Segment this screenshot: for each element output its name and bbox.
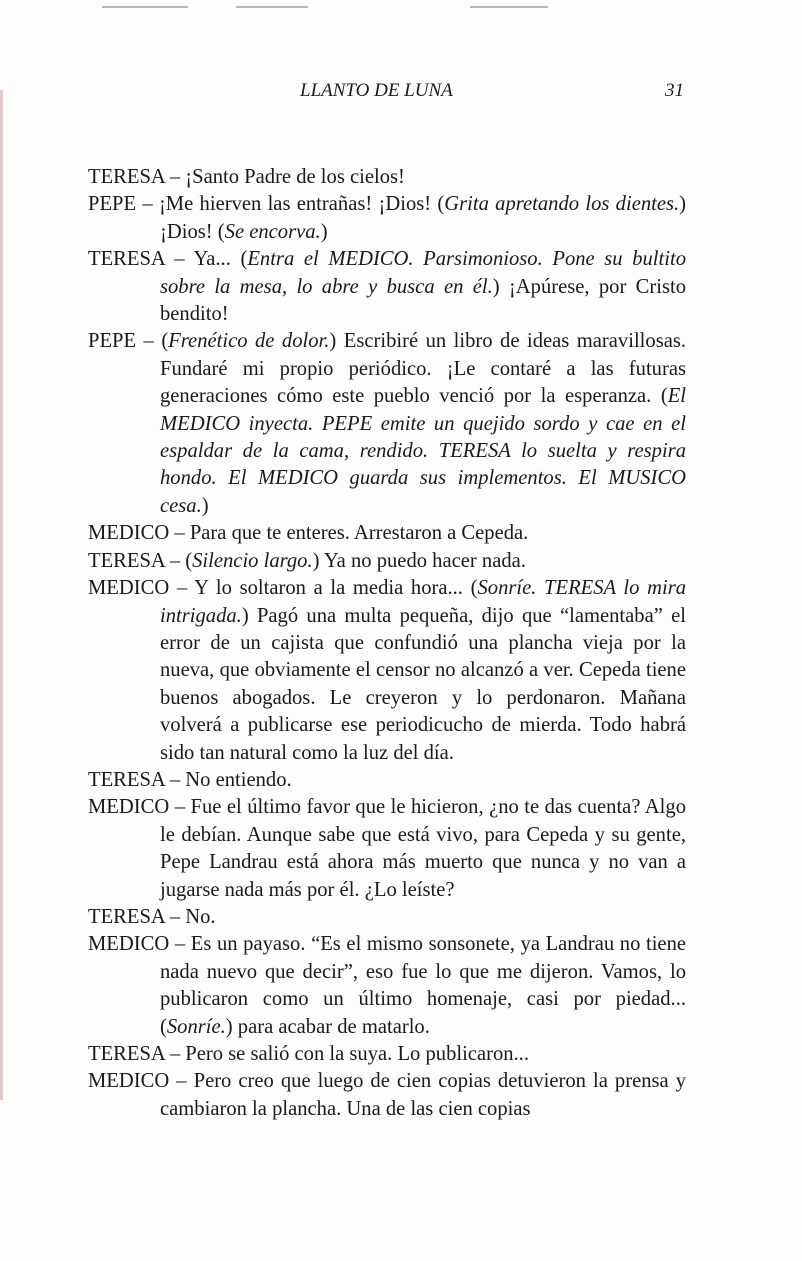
speaker-name: TERESA: [88, 166, 165, 188]
stage-direction: Se encorva.: [224, 220, 321, 243]
dialogue-text: No entiendo.: [185, 768, 292, 791]
speaker-dash: –: [164, 1043, 186, 1065]
dialogue-text: (: [161, 330, 169, 353]
speaker-dash: –: [164, 248, 194, 271]
dialogue-line: [88, 246, 686, 328]
dialogue-text: ) Ya no puedo hacer nada.: [312, 549, 526, 572]
speaker-name: TERESA: [88, 768, 165, 791]
stage-direction: Frenético de dolor.: [168, 330, 330, 353]
speaker-name: TERESA: [88, 549, 165, 572]
dialogue-text: Para que te enteres. Arrestaron a Cepeda.: [189, 522, 529, 545]
stage-direction: El MEDICO inyecta. PEPE emite un quejido sordo y cae en el espaldar de la cama, rendido. TERESA lo suelta y respira hondo. El MEDICO guarda sus implementos. El MUSICO cesa.: [160, 385, 686, 517]
dialogue-text: No.: [185, 905, 216, 928]
page-edge-mark: [0, 90, 3, 1100]
dialogue-text: Es un payaso. “Es el mismo sonsonete, ya Landrau no tiene nada nuevo que decir”, eso fue lo que me dijeron. Vamos, lo publicaron como un último homenaje, casi por piedad... (: [160, 933, 687, 1038]
scan-artifact-line: [470, 6, 548, 8]
page-header: [88, 80, 684, 106]
running-title: LLANTO DE LUNA: [300, 80, 453, 101]
dialogue-text: ) ¡Dios! (: [160, 193, 687, 243]
dialogue-line: [88, 164, 686, 191]
dialogue-line: [88, 548, 686, 575]
speaker-dash: –: [169, 577, 195, 600]
dialogue-text: Pero creo que luego de cien copias detuvieron la prensa y cambiaron la plancha. Una de las cien copias: [160, 1070, 686, 1120]
stage-direction: Sonríe. TERESA lo mira intrigada.: [160, 577, 686, 627]
dialogue-line: [88, 931, 686, 1041]
speaker-name: MEDICO: [88, 933, 170, 956]
speaker-dash: –: [169, 522, 190, 545]
speaker-name: TERESA: [88, 1043, 165, 1065]
speaker-name: MEDICO: [88, 796, 170, 819]
speaker-name: PEPE: [88, 330, 137, 353]
dialogue-text: ) Pagó una multa pequeña, dijo que “lamentaba” el error de un cajista que confundió una plancha vieja por la nueva, que obviamente el censor no alcanzó a ver. Cepeda tiene buenos abogados. Le creyeron y lo perdonaron. Mañana volverá a publicarse ese periodicucho de mierda. Todo habrá sido tan natural como la luz del día.: [160, 604, 686, 764]
speaker-name: TERESA: [88, 248, 165, 271]
speaker-dash: –: [169, 933, 191, 956]
speaker-dash: –: [164, 768, 186, 791]
dialogue-text: Y lo soltaron a la media hora... (: [194, 577, 478, 600]
stage-direction: Entra el MEDICO. Parsimonioso. Pone su bultito sobre la mesa, lo abre y busca en él.: [160, 248, 686, 298]
stage-direction: Silencio largo.: [192, 549, 313, 572]
page-number: 31: [665, 80, 684, 101]
dialogue-line: [88, 191, 686, 246]
dialogue-line: [88, 575, 686, 767]
dialogue-text: ) para acabar de matarlo.: [225, 1015, 430, 1038]
speaker-name: TERESA: [88, 905, 165, 928]
dialogue-text: Ya... (: [193, 248, 248, 271]
dialogue-text: Fue el último favor que le hicieron, ¿no te das cuenta? Algo le debían. Aunque sabe que está vivo, para Cepeda y su gente, Pepe Landrau está ahora más muerto que nunca y no van a jugarse nada más por él. ¿Lo leíste?: [160, 796, 686, 901]
dialogue-text: ) Escribiré un libro de ideas maravillosas. Fundaré mi propio periódico. ¡Le contaré a las futuras generaciones cómo este pueblo venció por la esperanza. (: [160, 330, 687, 408]
speaker-dash: –: [164, 549, 186, 572]
speaker-dash: –: [169, 1070, 194, 1093]
dialogue-line: [88, 904, 686, 931]
dialogue-text: ): [201, 494, 209, 517]
speaker-name: MEDICO: [88, 577, 170, 600]
speaker-name: MEDICO: [88, 522, 170, 545]
stage-direction: Grita apretando los dientes.: [444, 193, 680, 216]
speaker-dash: –: [164, 905, 186, 928]
dialogue-body: [88, 164, 686, 1123]
dialogue-line: [88, 794, 686, 904]
scan-artifact-line: [102, 6, 188, 8]
dialogue-line: [88, 520, 686, 547]
scan-artifact-line: [236, 6, 308, 8]
dialogue-text: ¡Me hierven las entrañas! ¡Dios! (: [158, 193, 445, 216]
speaker-dash: –: [169, 796, 191, 819]
dialogue-line: [88, 1068, 686, 1123]
dialogue-line: [88, 767, 686, 794]
dialogue-text: ) ¡Apúrese, por Cristo bendito!: [160, 275, 686, 326]
dialogue-text: ¡Santo Padre de los cielos!: [185, 166, 405, 188]
speaker-name: MEDICO: [88, 1070, 170, 1093]
dialogue-text: (: [185, 549, 193, 572]
dialogue-text: ): [320, 220, 328, 243]
speaker-name: PEPE: [88, 193, 137, 216]
speaker-dash: –: [164, 166, 186, 188]
speaker-dash: –: [136, 330, 162, 353]
dialogue-line: [88, 328, 686, 520]
speaker-dash: –: [136, 193, 159, 216]
dialogue-line: [88, 1041, 686, 1068]
dialogue-text: Pero se salió con la suya. Lo publicaron...: [185, 1043, 529, 1065]
stage-direction: Sonríe.: [166, 1015, 226, 1038]
